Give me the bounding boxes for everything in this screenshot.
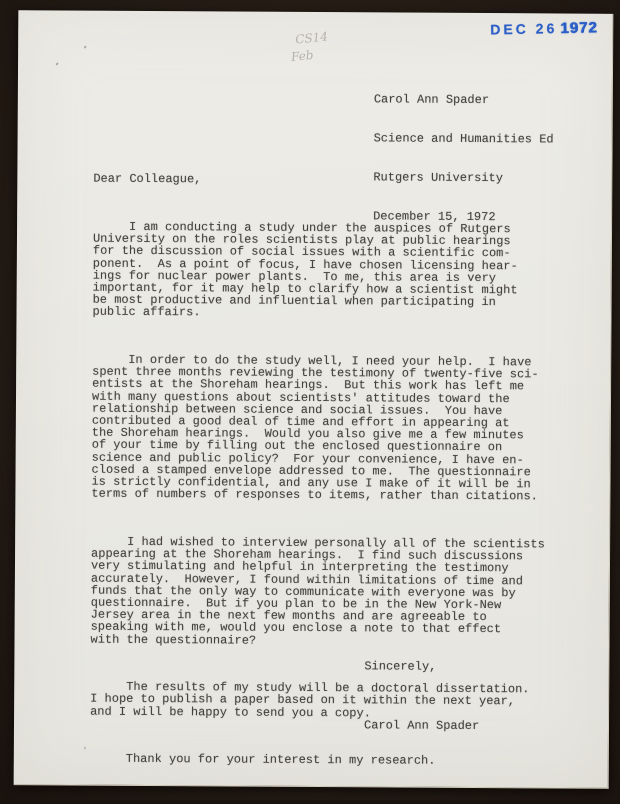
closing-block [364,636,480,756]
paper-speck [333,624,335,627]
paragraph-3: I had wished to interview personally all of the scientists appearing at the Shoreham hearings. I find such discussions very stimulating and helpful in interpreting the testimony accurately. However, I found within limitations of time and funds that the only way to communicate with everyone was by questionnaire. But if you plan to be in the New York-New Jersey area in the next few months and are agreeable to speaking with me, would you enclose a note to that effect with the questionnaire? [90,534,545,648]
sender-university: Rutgers University [373,170,504,186]
stamp-date: DEC 26 [489,20,558,38]
paragraph-4: The results of my study will be a doctoral dissertation. I hope to publish a paper based on it within the next year, and I will be happy to send you a copy. [90,679,530,720]
stamp-year: 1972 [559,19,598,38]
letter-paper [14,10,614,789]
letter-body [90,149,580,804]
closing: Sincerely, [364,659,437,674]
paragraph-5: Thank you for your interest in my research. [125,752,436,768]
paper-speck [55,62,58,66]
salutation: Dear Colleague, [93,172,202,187]
sender-title: Science and Humanities Ed [373,131,554,147]
pencil-note-line-1: CS14 [294,29,329,47]
paragraph-1: I am conducting a study under the auspices of Rutgers University on the roles scientists play at public hearings for the discussion of social issues with a scientific com- ponent. As a point of focus, I have chosen licensing hear- ings for nuclear power plants. To me, this area is very important, for it may help to clarify how a scientist might be most productive and influential when participating in public affairs. [92,219,518,320]
signature-name: Carol Ann Spader [363,718,480,734]
pencil-note [290,28,331,65]
sender-name: Carol Ann Spader [373,92,490,108]
paragraph-2: In order to do the study well, I need your help. I have spent three months reviewing the testimony of twenty-five sci- entists at the Shoreham hearings. But this work has left me with many questions about scientists' attitudes toward the relationship between science and social issues. You have contributed a good deal of time and effort in appearing at the Shoreham hearings. Would you also give me a few minutes of your time by filling out the enclosed questionnaire on science and public policy? For your convenience, I have en- closed a stamped envelope addressed to me. The questionnaire is strictly confidential, and any use I make of it will be in terms of numbers of responses to items, rather than citations. [91,352,539,504]
paper-speck [84,747,86,750]
date-received-stamp [490,19,598,39]
paper-speck [83,45,86,49]
letter-date: December 15, 1972 [373,209,496,225]
pencil-note-line-2: Feb [290,47,315,65]
